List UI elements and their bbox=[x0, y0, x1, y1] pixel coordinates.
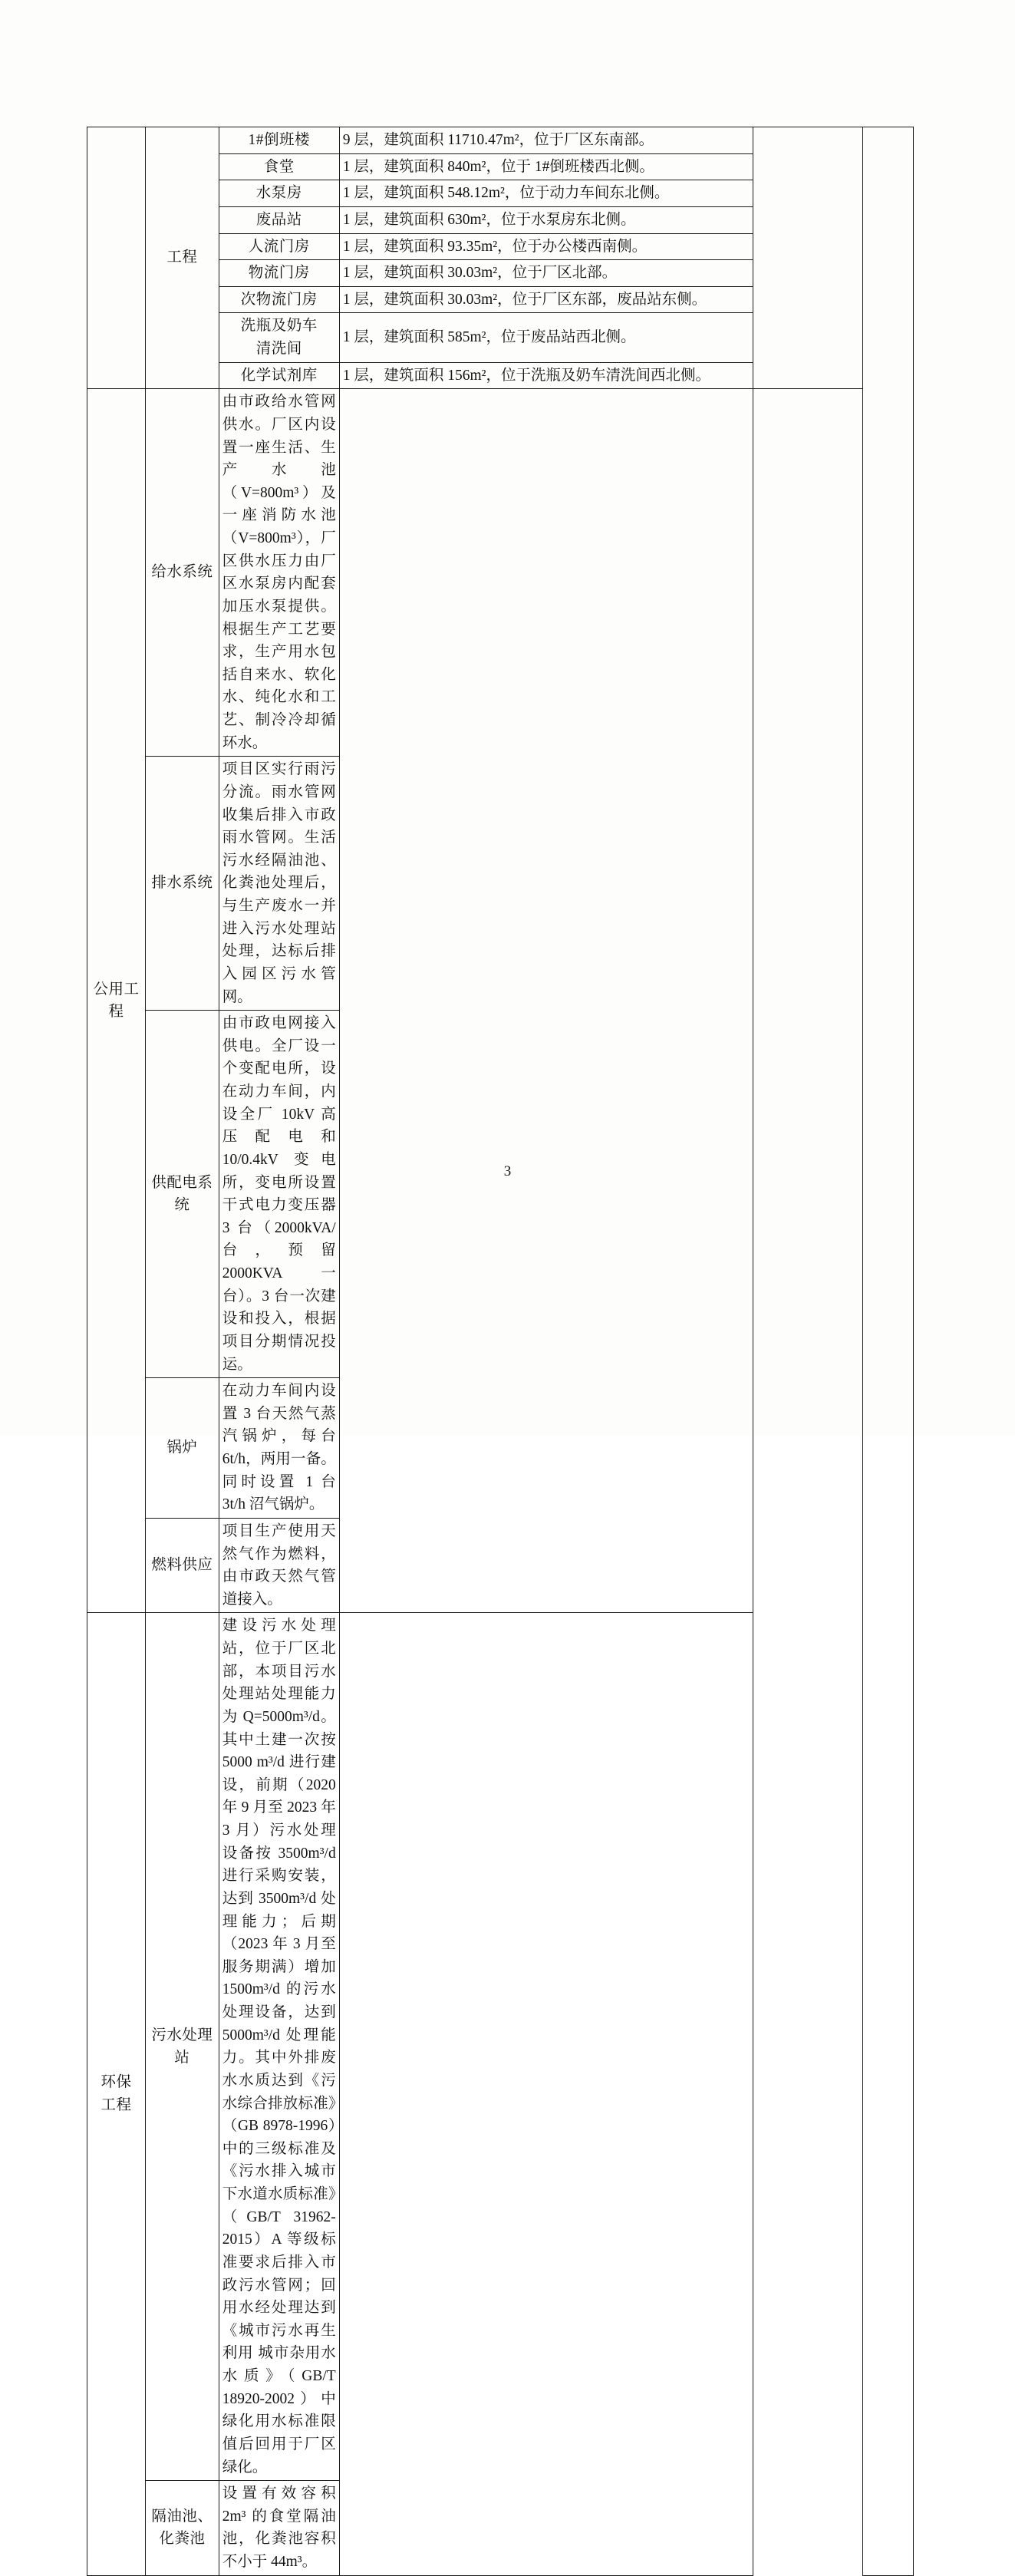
item-name bbox=[219, 313, 339, 362]
group-label-engineering: 工程 bbox=[146, 127, 219, 389]
item-name: 排水系统 bbox=[146, 757, 219, 1011]
item-name: 人流门房 bbox=[219, 233, 339, 260]
item-desc: 项目区实行雨污分流。雨水管网收集后排入市政雨水管网。生活污水经隔油池、化粪池处理后，与生产废水一并进入污水处理站处理，达标后排入园区污水管网。 bbox=[219, 757, 339, 1011]
item-desc: 由市政给水管网供水。厂区内设置一座生活、生产水池（V=800m³）及一座消防水池（V=800m³），厂区供水压力由厂区水泵房内配套加压水泵提供。根据生产工艺要求，生产用水包括自来水、软化水、纯化水和工艺、制冷冷却循环水。 bbox=[219, 389, 339, 757]
item-desc: 1 层，建筑面积 840m²，位于 1#倒班楼西北侧。 bbox=[339, 153, 753, 180]
item-name: 污水处理站 bbox=[146, 1613, 219, 2481]
item-name: 锅炉 bbox=[146, 1378, 219, 1519]
right-edge-cell bbox=[862, 127, 913, 2576]
item-desc: 项目生产使用天然气作为燃料，由市政天然气管道接入。 bbox=[219, 1518, 339, 1613]
item-desc: 1 层，建筑面积 630m²，位于水泵房东北侧。 bbox=[339, 206, 753, 233]
item-name-line2: 清洗间 bbox=[255, 341, 302, 357]
item-desc: 1 层，建筑面积 30.03m²，位于厂区北部。 bbox=[339, 260, 753, 287]
project-overview-table bbox=[87, 127, 914, 2576]
page-number: 3 bbox=[503, 1163, 512, 1179]
group-outer-cell-blank bbox=[87, 127, 146, 389]
item-desc: 1 层，建筑面积 30.03m²，位于厂区东部，废品站东侧。 bbox=[339, 286, 753, 313]
item-name: 次物流门房 bbox=[219, 286, 339, 313]
item-desc: 在动力车间内设置 3 台天然气蒸汽锅炉，每台 6t/h，两用一备。同时设置 1 台 3t/h 沼气锅炉。 bbox=[219, 1378, 339, 1519]
item-desc: 建设污水处理站，位于厂区北部，本项目污水处理站处理能力为 Q=5000m³/d。其中土建一次按 5000 m³/d 进行建设，前期（2020 年 9 月至 2023 年 3 月）污水处理设备按 3500m³/d 进行采购安装，达到 3500m³/d 处理能力；后期（2023 年 3 月至服务期满）增加 1500m³/d 的污水处理设备，达到 5000m³/d 处理能力。其中外排废水水质达到《污水综合排放标准》（GB 8978-1996）中的三级标准及《污水排入城市下水道水质标准》（GB/T 31962-2015）A 等级标准要求后排入市政污水管网；回用水经处理达到《城市污水再生利用 城市杂用水水质》（GB/T 18920-2002）中绿化用水标准限值后回用于厂区绿化。 bbox=[219, 1613, 339, 2481]
item-desc: 1 层，建筑面积 548.12m²，位于动力车间东北侧。 bbox=[339, 180, 753, 207]
item-name: 水泵房 bbox=[219, 180, 339, 207]
table-row bbox=[87, 389, 914, 757]
remark-cell-3 bbox=[339, 1613, 753, 2575]
item-desc: 设置有效容积 2m³ 的食堂隔油池，化粪池容积不小于 44m³。 bbox=[219, 2481, 339, 2576]
table-sheet bbox=[87, 127, 914, 2576]
item-desc: 9 层，建筑面积 11710.47m²，位于厂区东南部。 bbox=[339, 127, 753, 154]
group-label-line2: 工程 bbox=[101, 2097, 132, 2113]
item-name: 食堂 bbox=[219, 153, 339, 180]
table-row bbox=[87, 1613, 914, 2481]
item-name: 废品站 bbox=[219, 206, 339, 233]
item-name: 供配电系统 bbox=[146, 1011, 219, 1378]
item-name: 隔油池、化粪池 bbox=[146, 2481, 219, 2576]
remark-cell-2 bbox=[339, 389, 753, 1613]
item-desc: 1 层，建筑面积 585m²，位于废品站西北侧。 bbox=[339, 313, 753, 362]
item-desc: 1 层，建筑面积 93.35m²，位于办公楼西南侧。 bbox=[339, 233, 753, 260]
item-name: 燃料供应 bbox=[146, 1518, 219, 1613]
item-name: 物流门房 bbox=[219, 260, 339, 287]
group-label-environmental bbox=[87, 1613, 146, 2575]
item-name: 化学试剂库 bbox=[219, 362, 339, 389]
group-label-utility: 公用工程 bbox=[87, 389, 146, 1613]
group-label-line1: 环保 bbox=[101, 2074, 132, 2091]
item-desc: 由市政电网接入供电。全厂设一个变配电所，设在动力车间，内设全厂 10kV 高压配电和 10/0.4kV 变电所，变电所设置干式电力变压器 3 台（2000kVA/台，预留 2000KVA 一台）。3 台一次建设和投入，根据项目分期情况投运。 bbox=[219, 1011, 339, 1378]
item-desc: 1 层，建筑面积 156m²，位于洗瓶及奶车清洗间西北侧。 bbox=[339, 362, 753, 389]
item-name-line1: 洗瓶及奶车 bbox=[240, 318, 318, 335]
table-row bbox=[87, 127, 914, 154]
item-name: 给水系统 bbox=[146, 389, 219, 757]
remark-cell-1 bbox=[753, 127, 862, 389]
item-name: 1#倒班楼 bbox=[219, 127, 339, 154]
